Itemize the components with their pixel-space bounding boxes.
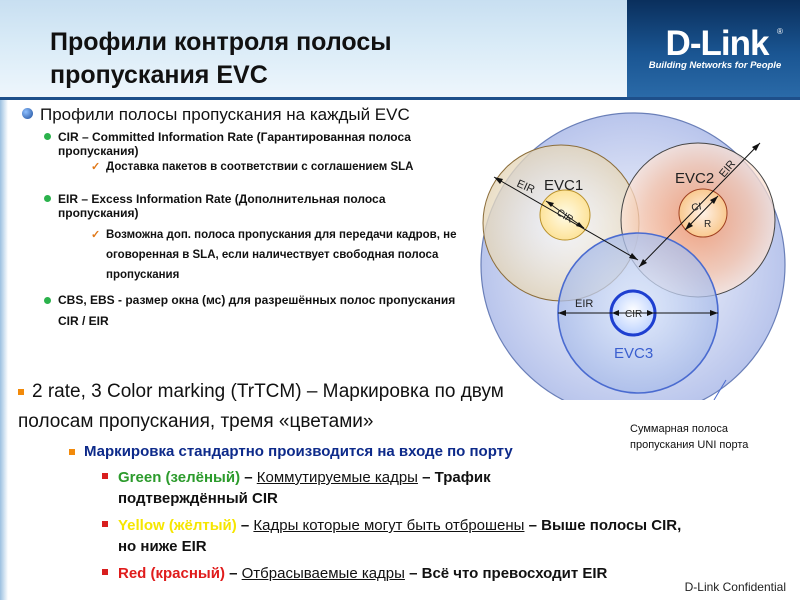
bullet-cir: [58, 130, 458, 158]
dash: –: [404, 565, 422, 582]
logo-tagline: Building Networks for People: [648, 60, 782, 71]
evc1-eir-label: EIR: [514, 177, 537, 197]
bullet-square-icon: [69, 449, 75, 455]
green-type: Коммутируемые кадры: [256, 469, 418, 486]
red-type: Отбрасываемые кадры: [241, 565, 405, 582]
check-icon: ✓: [91, 161, 101, 173]
yellow-type: Кадры которые могут быть отброшены: [253, 517, 525, 534]
trtcm-sub: [84, 443, 513, 460]
green-desc: Трафик подтверждённый CIR: [118, 469, 491, 507]
trtcm-line1: [32, 381, 504, 403]
bullet-eir-detail: [91, 225, 466, 285]
evc2-ci-label: CI: [690, 201, 703, 214]
bullet-dot-icon: [44, 133, 51, 140]
left-accent-bar: [0, 100, 8, 600]
eir-detail-text: Возможна доп. полоса пропускания для передачи кадров, не оговоренная в SLA, если наличествует свободная полоса пропускания: [106, 229, 457, 281]
evc1-cir-label: CIR: [554, 207, 575, 226]
cbs-text: CBS, EBS - размер окна (мс) для разрешённых полос пропускания CIR / EIR: [58, 293, 456, 328]
evc1-label: EVC1: [544, 177, 584, 194]
trtcm-line2: полосам пропускания, тремя «цветами»: [18, 411, 374, 432]
dash: –: [224, 565, 242, 582]
marking-green: [118, 467, 578, 509]
evc2-eir-label: EIR: [717, 158, 739, 180]
bullet-dot-icon: [44, 195, 51, 202]
bullet-square-icon: [102, 473, 108, 479]
cir-text: CIR – Committed Information Rate (Гарантированная полоса пропускания): [58, 130, 411, 158]
bullet-orb-icon: [22, 108, 33, 119]
bullet-square-icon: [102, 569, 108, 575]
slide-title: Профили контроля полосы пропускания EVC: [50, 28, 392, 89]
eir-text: EIR – Excess Information Rate (Дополнительная полоса пропускания): [58, 192, 386, 220]
confidential-footer: D-Link Confidential: [684, 580, 786, 594]
evc2-label: EVC2: [675, 170, 715, 187]
dash: –: [236, 517, 254, 534]
uni-port-caption: Суммарная полоса пропускания UNI порта: [630, 423, 749, 451]
trtcm-line1-text: 2 rate, 3 Color marking (TrTCM) – Маркировка по двум: [32, 381, 504, 402]
cir-detail-text: Доставка пакетов в соответствии с соглашением SLA: [106, 161, 414, 173]
registered-mark-icon: ®: [777, 27, 783, 36]
yellow-label: Yellow (жёлтый): [118, 517, 237, 534]
evc-bandwidth-diagram: [478, 100, 798, 400]
red-desc: Всё что превосходит EIR: [421, 565, 608, 582]
evc2-r-label: R: [704, 219, 712, 230]
red-label: Red (красный): [118, 565, 225, 582]
evc3-cir-label: CIR: [625, 309, 643, 320]
dash: –: [417, 469, 435, 486]
logo-brand: D-Link: [665, 24, 769, 63]
bullet-cir-detail: [91, 157, 486, 177]
bullet-text: Профили полосы пропускания на каждый EVC: [40, 105, 410, 124]
check-icon: ✓: [91, 229, 101, 241]
marking-yellow: [118, 515, 698, 557]
bullet-square-icon: [102, 521, 108, 527]
green-label: Green (зелёный): [118, 469, 241, 486]
bullet-cbs-ebs: [58, 290, 458, 332]
evc2-cir-circle: [679, 189, 727, 237]
yellow-desc: Выше полосы CIR, но ниже EIR: [118, 517, 682, 555]
dash: –: [240, 469, 257, 486]
bullet-eir: [58, 192, 458, 220]
trtcm-sub-text: Маркировка стандартно производится на входе по порту: [84, 443, 513, 460]
dlink-logo: [627, 0, 800, 97]
dash: –: [524, 517, 542, 534]
evc3-eir-label: EIR: [575, 298, 594, 310]
bullet-dot-icon: [44, 297, 51, 304]
bullet-square-icon: [18, 389, 24, 395]
bullet-bandwidth-profiles: [22, 105, 478, 125]
evc3-label: EVC3: [614, 345, 654, 362]
marking-red: [118, 563, 718, 584]
